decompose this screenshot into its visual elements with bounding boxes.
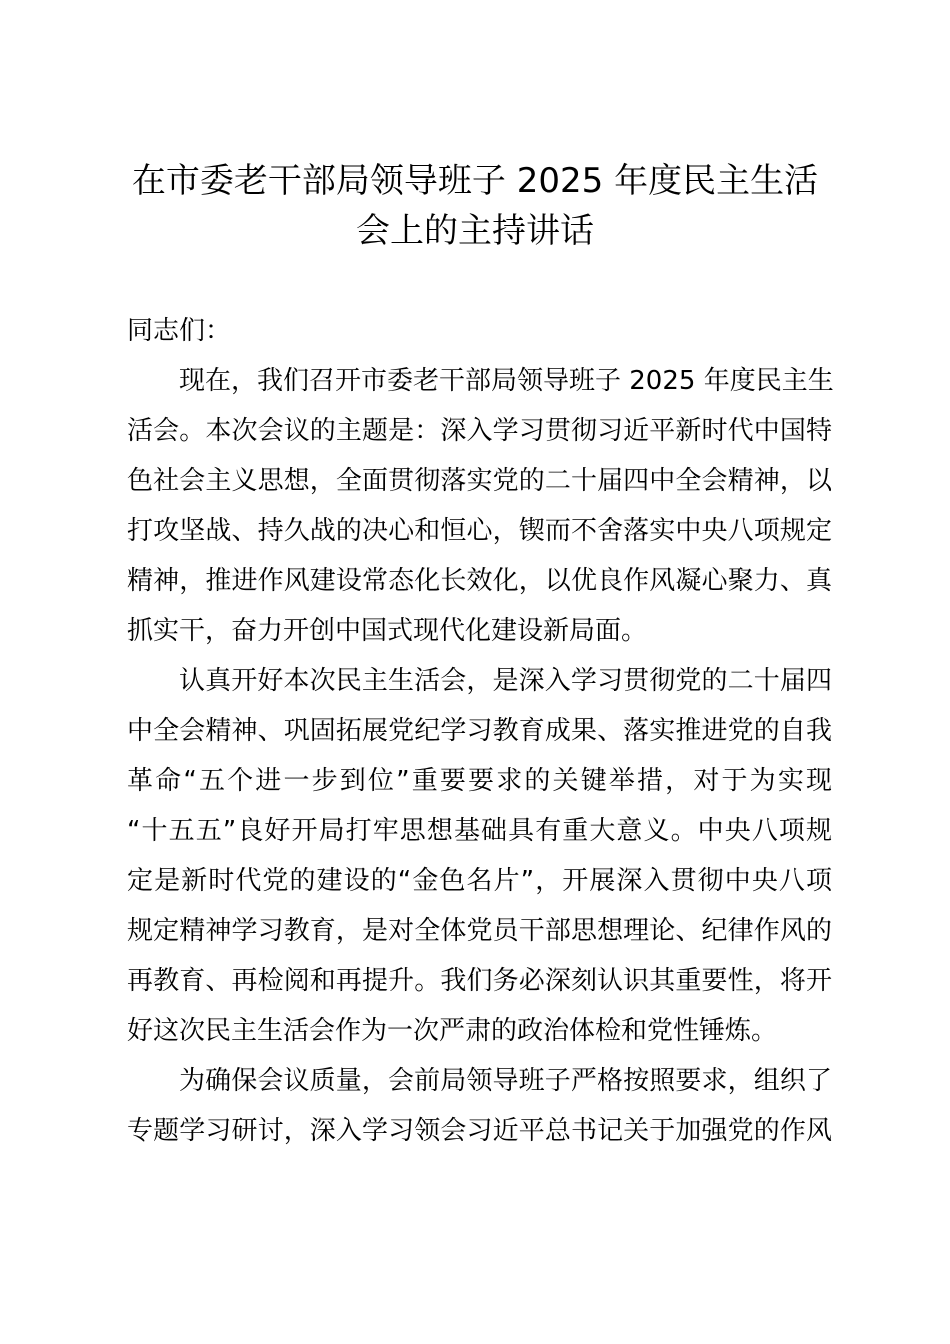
paragraph-3 bbox=[127, 1056, 832, 1156]
paragraph-line: 打攻坚战、持久战的决心和恒心，锲而不舍落实中央八项规定 bbox=[127, 516, 832, 546]
paragraph-line: 革命“五个进一步到位”重要要求的关键举措，对于为实现 bbox=[127, 766, 832, 796]
title-line-2: 会上的主持讲话 bbox=[356, 211, 594, 251]
paragraph-1 bbox=[127, 356, 832, 656]
paragraph-line: 中全会精神、巩固拓展党纪学习教育成果、落实推进党的自我 bbox=[127, 716, 832, 746]
salutation: 同志们： bbox=[127, 316, 232, 346]
paragraph-line: 为确保会议质量，会前局领导班子严格按照要求，组织了 bbox=[179, 1066, 832, 1096]
paragraph-line: 再教育、再检阅和再提升。我们务必深刻认识其重要性，将开 bbox=[127, 966, 832, 996]
paragraph-line: 专题学习研讨，深入学习领会习近平总书记关于加强党的作风 bbox=[127, 1116, 832, 1146]
paragraph-line: 规定精神学习教育，是对全体党员干部思想理论、纪律作风的 bbox=[127, 916, 832, 946]
paragraph-2 bbox=[127, 656, 832, 1056]
paragraph-line: “十五五”良好开局打牢思想基础具有重大意义。中央八项规 bbox=[127, 816, 832, 846]
paragraph-line: 色社会主义思想，全面贯彻落实党的二十届四中全会精神，以 bbox=[127, 466, 832, 496]
paragraph-line: 认真开好本次民主生活会，是深入学习贯彻党的二十届四 bbox=[179, 666, 832, 696]
title-line-1: 在市委老干部局领导班子 2025 年度民主生活 bbox=[131, 161, 819, 201]
paragraph-line: 抓实干，奋力开创中国式现代化建设新局面。 bbox=[127, 616, 648, 646]
paragraph-line: 活会。本次会议的主题是：深入学习贯彻习近平新时代中国特 bbox=[127, 416, 832, 446]
paragraph-line: 定是新时代党的建设的“金色名片”，开展深入贯彻中央八项 bbox=[127, 866, 832, 896]
paragraph-line: 好这次民主生活会作为一次严肃的政治体检和党性锤炼。 bbox=[127, 1016, 778, 1046]
paragraph-line: 精神，推进作风建设常态化长效化，以优良作风凝心聚力、真 bbox=[127, 566, 832, 596]
document-body bbox=[127, 306, 832, 1156]
paragraph-line: 现在，我们召开市委老干部局领导班子 2025 年度民主生 bbox=[179, 366, 834, 396]
document-title bbox=[120, 156, 830, 256]
